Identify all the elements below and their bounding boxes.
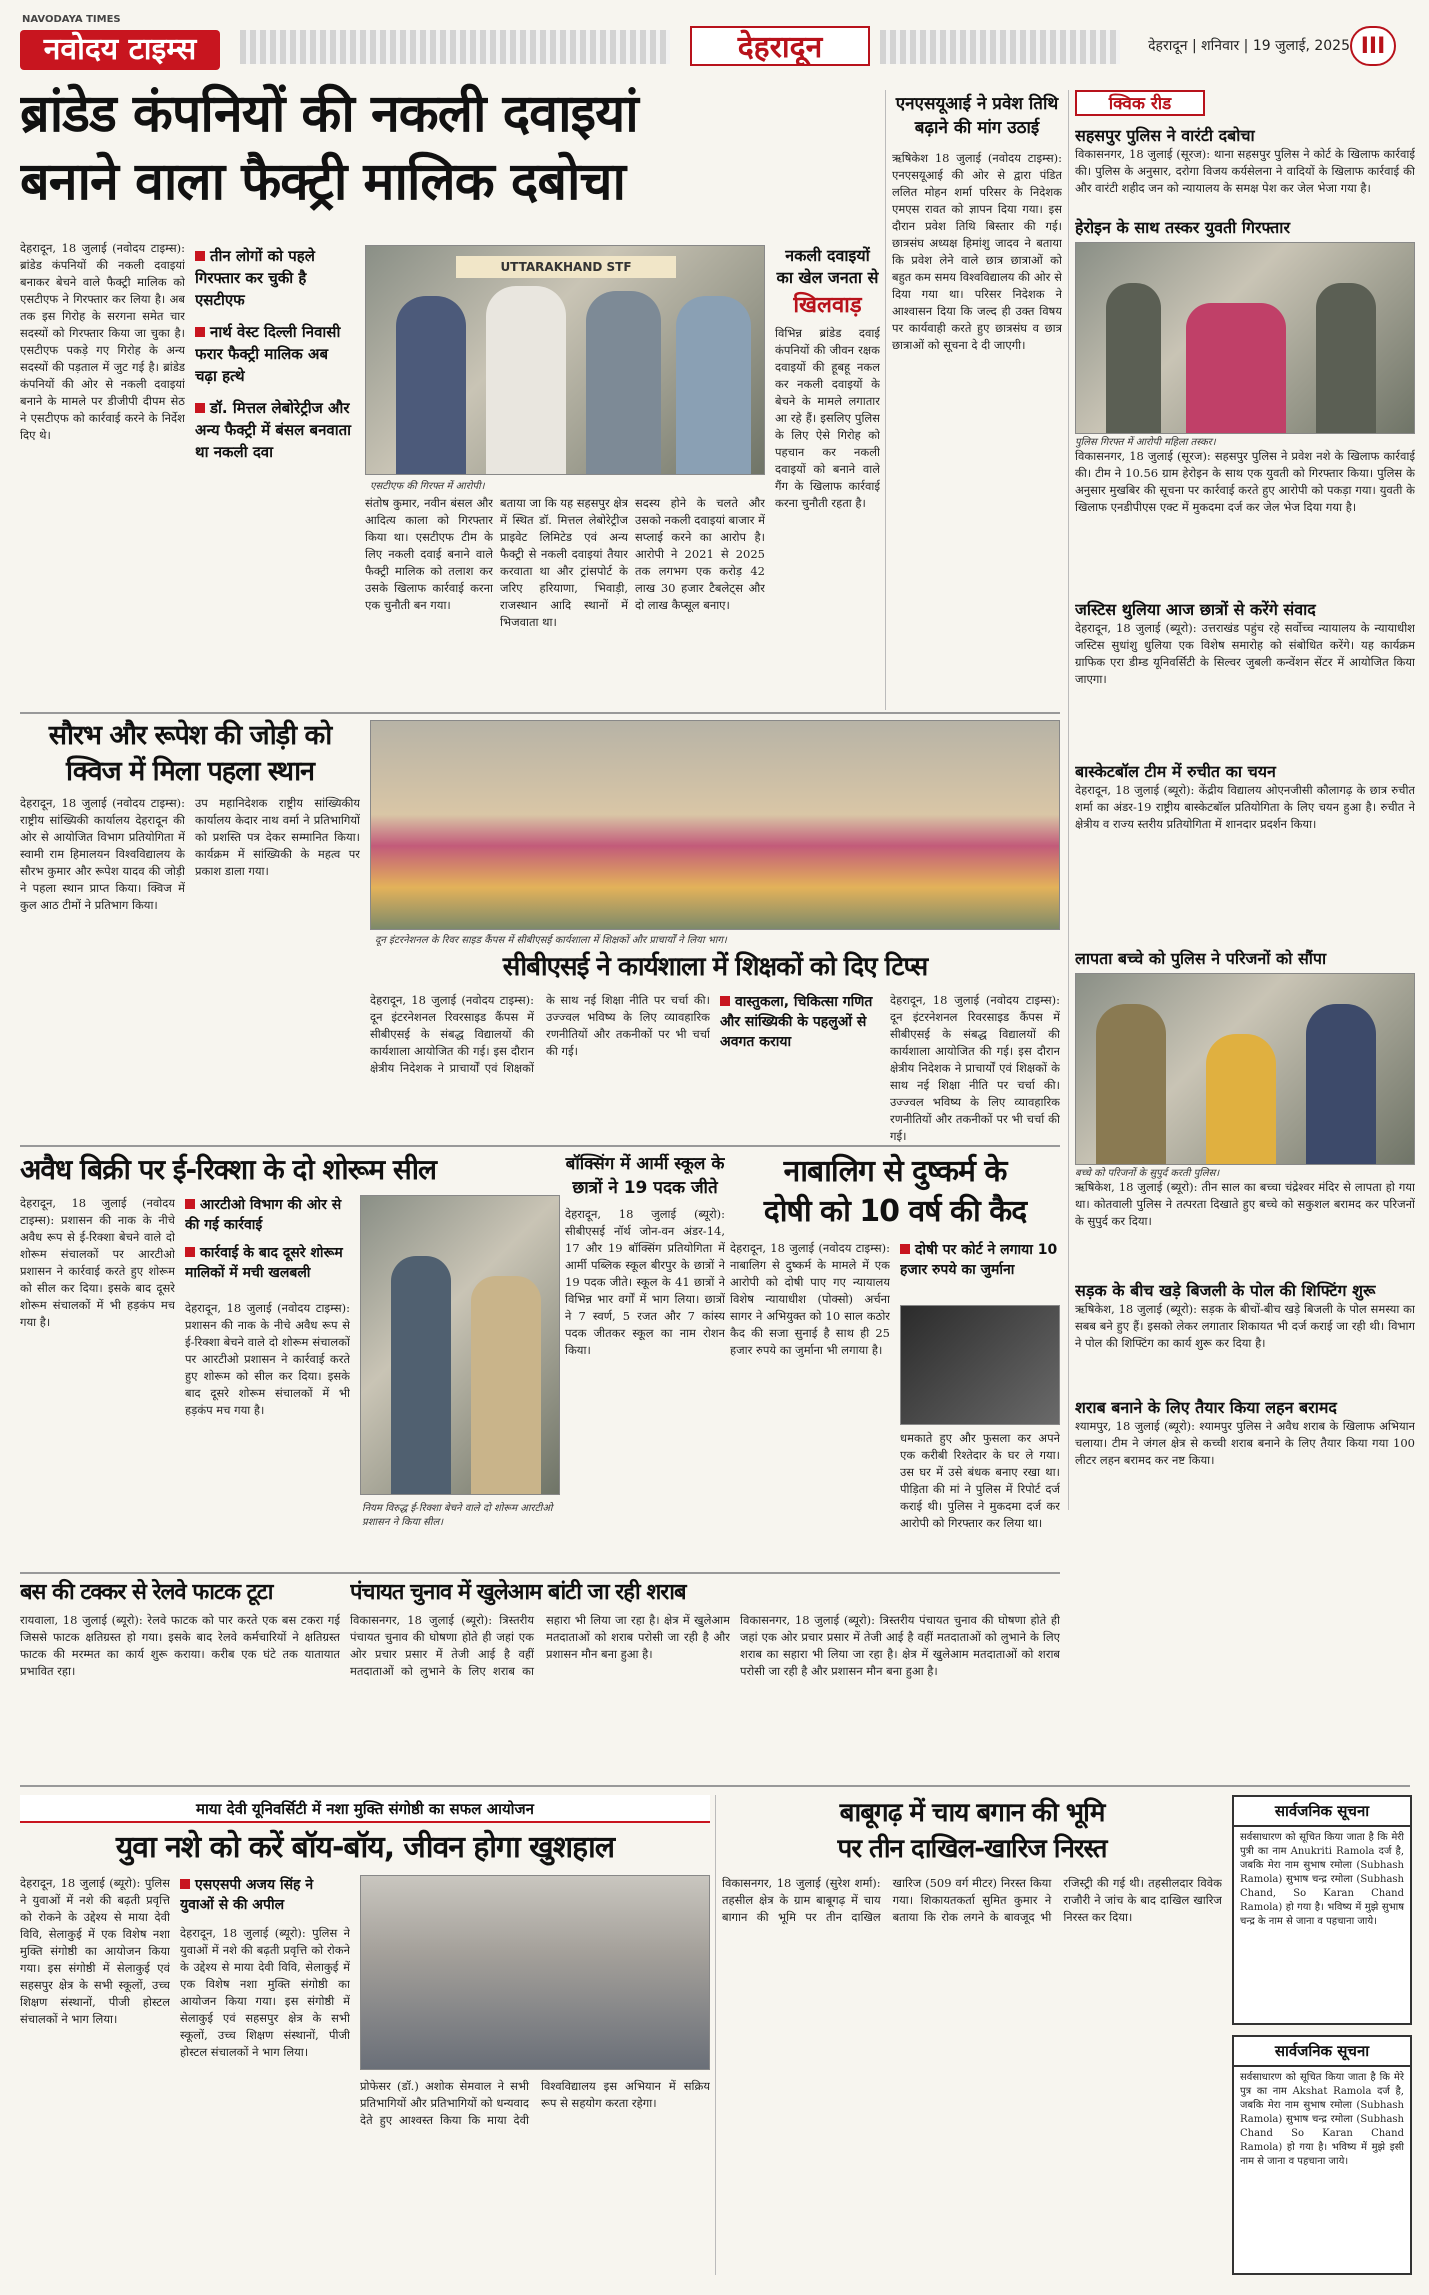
boxing-body: देहरादून, 18 जुलाई (ब्यूरो): सीबीएसई नॉर्थ जोन-वन अंडर-14, 17 और 19 बॉक्सिंग प्रतियोगिता में आर्मी पब्लिक स्कूल बीरपुर के छात्रों ने 19 पदक जीते। स्कूल के 41 छात्रों ने विभिन्न भार वर्गों में भाग लिया। छात्रों ने 7 स्वर्ण, 5 रजत और 7 कांस्य पदक जीतकर स्कूल का नाम रोशन किया। [565, 1207, 725, 1357]
qr-photo-5 [1075, 973, 1415, 1165]
boxing-headline: बॉक्सिंग में आर्मी स्कूल के छात्रों ने 19 पदक जीते [565, 1154, 725, 1198]
qr-photo-2 [1075, 242, 1415, 434]
panchayat-headline: पंचायत चुनाव में खुलेआम बांटी जा रही शराब [350, 1580, 686, 1605]
qr-head-7: शराब बनाने के लिए तैयार किया लहन बरामद [1075, 1398, 1337, 1417]
qr-head-6: सड़क के बीच खड़े बिजली के पोल की शिफ्टिंग शुरू [1075, 1281, 1376, 1300]
person-figure [1206, 1034, 1276, 1164]
page-number: III [1350, 26, 1396, 66]
erick-bullets [185, 1195, 350, 1283]
erick-bullet-1: आरटीओ विभाग की ओर से की गई कार्रवाई [185, 1197, 342, 1233]
person-figure [486, 286, 566, 475]
maya-photo [360, 1875, 710, 2070]
column-divider [1068, 90, 1069, 1510]
lead-photo-caption: एसटीएफ की गिरफ्त में आरोपी। [370, 481, 485, 492]
panchayat-body: विकासनगर, 18 जुलाई (ब्यूरो): त्रिस्तरीय पंचायत चुनाव की घोषणा होते ही जहां एक ओर प्रचार प्रसार में तेजी आई है वहीं मतदाताओं को लुभाने के लिए शराब का सहारा भी लिया जा रहा है। क्षेत्र में खुलेआम मतदाताओं को शराब परोसी जा रही है और प्रशासन मौन बना हुआ है। [350, 1613, 730, 1678]
public-notice-2 [1232, 2035, 1412, 2275]
boxing-story [565, 1152, 725, 1536]
bullet-square-icon [180, 1879, 190, 1889]
person-figure [1186, 303, 1286, 433]
qr-body-2: विकासनगर, 18 जुलाई (सूरज): सहसपुर पुलिस ने प्रवेश नशे के खिलाफ कार्रवाई की। टीम ने 10.56 ग्राम हेरोइन के साथ एक युवती को गिरफ्तार किया। पुलिस के अनुसार मुखबिर की सूचना पर कार्रवाई करते हुए आरोपी को पकड़ा गया। युवती के खिलाफ एनडीपीएस एक्ट में मुकदमा दर्ज कर जेल भेज दिया गया है। [1075, 449, 1415, 514]
handcuff-photo [900, 1305, 1060, 1425]
bus-body: रायवाला, 18 जुलाई (ब्यूरो): रेलवे फाटक को पार करते एक बस टकरा गई जिससे फाटक क्षतिग्रस्त हो गया। इसके बाद रेलवे कर्मचारियों ने क्षतिग्रस्त फाटक की मरम्मत का कार्य शुरू कराया। करीब एक घंटे तक यातायात प्रभावित रहा। [20, 1613, 340, 1678]
person-figure [1316, 283, 1376, 433]
maya-body: देहरादून, 18 जुलाई (ब्यूरो): पुलिस ने युवाओं में नशे की बढ़ती प्रवृत्ति को रोकने के उद्देश्य से माया देवी विवि, सेलाकुई में एक विशेष नशा मुक्ति संगोष्ठी का आयोजन किया गया। इस संगोष्ठी में सेलाकुई एवं सहसपुर क्षेत्र के सभी स्कूलों, उच्च शिक्षण संस्थानों, पीजी होस्टल संचालकों ने भाग लिया। [20, 1876, 170, 2026]
person-figure [1096, 1004, 1166, 1164]
lead-side-box [775, 245, 880, 715]
side-box-head: नकली दवाइयों का खेल जनता से [776, 246, 879, 287]
quiz-headline-line-2: क्विज में मिला पहला स्थान [65, 756, 315, 787]
notice-title-1: सार्वजनिक सूचना [1234, 1797, 1410, 1827]
bullet-square-icon [720, 996, 730, 1006]
lead-headline [20, 80, 880, 216]
erick-bullet-2: कार्रवाई के बाद दूसरे शोरूम मालिकों में मची खलबली [185, 1245, 343, 1281]
qr-head-1: सहसपुर पुलिस ने वारंटी दबोचा [1075, 126, 1255, 145]
workshop-group-photo [370, 720, 1060, 930]
quiz-headline [20, 718, 360, 790]
maya-headline: युवा नशे को करें बॉय-बॉय, जीवन होगा खुशहाल [115, 1830, 615, 1865]
court-headline-line-2: दोषी को 10 वर्ष की कैद [763, 1194, 1027, 1229]
workshop-caption: दून इंटरनेशनल के रिवर साइड कैंपस में सीबीएसई कार्यशाला में शिक्षकों और प्राचार्यों ने लिया भाग। [375, 935, 727, 946]
qr-head-4: बास्केटबॉल टीम में रुचीत का चयन [1075, 762, 1276, 781]
edition-label: देहरादून [690, 26, 870, 66]
section-divider [20, 1785, 1410, 1787]
bullet-square-icon [195, 327, 205, 337]
lead-body-col2: संतोष कुमार, नवीन बंसल और आदित्य काला को गिरफ्तार किया था। एसटीएफ टीम के लिए नकली दवाई बनाने वाले फैक्ट्री मालिक को तलाश कर उसके खिलाफ कार्रवाई करना एक चुनौती बन गया। [365, 496, 493, 612]
court-body-2: धमकाते हुए और फुसला कर अपने एक करीबी रिश्तेदार के घर ले गया। उस घर में उसे बंधक बनाए रखा था। पीड़िता की मां ने पुलिस में रिपोर्ट दर्ज कराई थी। पुलिस ने मुकदमा दर्ज कर आरोपी को गिरफ्तार कर लिया था। [900, 1431, 1060, 1530]
court-headline [730, 1152, 1060, 1232]
person-figure [471, 1276, 541, 1495]
qr-caption-2: पुलिस गिरफ्त में आरोपी महिला तस्कर। [1075, 437, 1216, 448]
person-figure [676, 296, 751, 475]
erick-photo [360, 1195, 560, 1495]
quick-read-column [1075, 124, 1415, 1498]
erick-body: देहरादून, 18 जुलाई (नवोदय टाइम्स): प्रशासन की नाक के नीचे अवैध रूप से ई-रिक्शा बेचने वाले दो शोरूम संचालकों पर आरटीओ प्रशासन ने कार्रवाई करते हुए शोरूम को सील कर दिया। इसके बाद दूसरे शोरूम संचालकों में भी हड़कंप मच गया है। [20, 1196, 175, 1329]
qr-body-5: ऋषिकेश, 18 जुलाई (ब्यूरो): तीन साल का बच्चा चंद्रेश्वर मंदिर से लापता हो गया था। कोतवाली पुलिस ने तत्परता दिखाते हुए बच्चे को सकुशल बरामद कर परिजनों के सुपुर्द कर दिया। [1075, 1180, 1415, 1228]
person-figure [586, 291, 661, 475]
bullet-square-icon [185, 1199, 195, 1209]
workshop-headline: सीबीएसई ने कार्यशाला में शिक्षकों को दिए टिप्स [502, 952, 928, 982]
tea-headline-line-2: पर तीन दाखिल-खारिज निरस्त [837, 1834, 1107, 1864]
panchayat-body-2: विकासनगर, 18 जुलाई (ब्यूरो): त्रिस्तरीय पंचायत चुनाव की घोषणा होते ही जहां एक ओर प्रचार प्रसार में तेजी आई है वहीं मतदाताओं को लुभाने के लिए शराब का सहारा भी लिया जा रहा है। क्षेत्र में खुलेआम मतदाताओं को शराब परोसी जा रही है और प्रशासन मौन बना हुआ है। [740, 1613, 1060, 1678]
bullet-square-icon [195, 251, 205, 261]
lead-bullets [195, 245, 355, 495]
court-body: देहरादून, 18 जुलाई (नवोदय टाइम्स): नाबालिग से दुष्कर्म के मामले में एक आरोपी को दोषी पाए गए न्यायालय विशेष न्यायाधीश (पोक्सो) अर्चना सागर ने अभियुक्त को 10 साल कठोर कैद की सजा सुनाई है साथ ही 25 हजार रुपये का जुर्माना भी लगाया है। [730, 1241, 890, 1357]
bullet-square-icon [900, 1244, 910, 1254]
notice-body-1: सर्वसाधारण को सूचित किया जाता है कि मेरी पुत्री का नाम Anukriti Ramola दर्ज है, जबकि मेरा नाम सुभाष रमोला (Subhash Ramola) सुभाष चन्द्र रमोला (Subhash Chand, So Karan Chand Ramola) हो गया है। भविष्य में मुझे सुभाष चन्द्र के नाम से जाना व पहचाना जाये। [1240, 1832, 1404, 1927]
person-figure [1306, 1004, 1376, 1164]
masthead-stripes [240, 30, 670, 64]
quiz-body-col2: उप महानिदेशक राष्ट्रीय सांख्यिकीय कार्यालय केदार नाथ वर्मा ने प्रतिभागियों को प्रशस्ति पत्र देकर सम्मानित किया। कार्यक्रम में सांख्यिकी के महत्व पर प्रकाश डाला गया। [195, 796, 360, 878]
qr-caption-5: बच्चे को परिजनों के सुपुर्द करती पुलिस। [1075, 1168, 1220, 1179]
tea-headline [722, 1795, 1222, 1867]
tea-body: विकासनगर, 18 जुलाई (सुरेश शर्मा): तहसील क्षेत्र के ग्राम बाबूगढ़ में चाय बागान की भूमि पर तीन दाखिल खारिज (509 वर्ग मीटर) निरस्त किया गया। शिकायतकर्ता सुमित कुमार ने बताया कि रोक लगने के बावजूद भी रजिस्ट्री की गई थी। तहसीलदार विवेक राजौरी ने जांच के बाद दाखिल खारिज निरस्त कर दिया। [722, 1876, 1222, 1924]
qr-body-3: देहरादून, 18 जुलाई (ब्यूरो): उत्तराखंड पहुंच रहे सर्वोच्च न्यायालय के न्यायाधीश जस्टिस सुधांशु धुलिया एक विशेष समारोह को संबोधित करेंगे। यह कार्यक्रम ग्राफिक एरा डीम्ड यूनिवर्सिटी के सिल्वर जुबली कन्वेंशन सेंटर में आयोजित किया जाएगा। [1075, 621, 1415, 686]
nsui-body: ऋषिकेश 18 जुलाई (नवोदय टाइम्स): एनएसयूआई की ओर से द्वारा पंडित ललित मोहन शर्मा परिसर के निदेशक एमएस रावत को ज्ञापन दिया गया। इस दौरान प्रवेश तिथि बिस्तार की गई। छात्रसंघ अध्यक्ष हिमांशु जादव ने बताया कि प्रवेश लेने वाले छात्र छात्राओं को बहुत कम समय विश्वविद्यालय की ओर से दिया गया था। परिसर निदेशक ने आश्वासन दिया कि जल्द ही उक्त विषय पर कार्यवाही करते हुए छात्रसंघ व छात्र छात्राओं को सूचना दे दी जाएगी। [892, 151, 1062, 352]
column-divider [885, 90, 886, 710]
person-figure [1106, 283, 1161, 433]
qr-head-2: हेरोइन के साथ तस्कर युवती गिरफ्तार [1075, 218, 1290, 237]
maya-body-2: देहरादून, 18 जुलाई (ब्यूरो): पुलिस ने युवाओं में नशे की बढ़ती प्रवृत्ति को रोकने के उद्देश्य से माया देवी विवि, सेलाकुई में एक विशेष नशा मुक्ति संगोष्ठी का आयोजन किया गया। इस संगोष्ठी में सेलाकुई एवं सहसपुर क्षेत्र के सभी स्कूलों, उच्च शिक्षण संस्थानों, पीजी होस्टल संचालकों ने भाग लिया। [180, 1926, 350, 2059]
erick-caption: नियम विरुद्ध ई-रिक्शा बेचने वाले दो शोरूम आरटीओ प्रशासन ने किया सील। [362, 1503, 553, 1528]
person-figure [391, 1256, 451, 1495]
masthead-logo: नवोदय टाइम्स [20, 30, 220, 70]
maya-band: माया देवी यूनिवर्सिटी में नशा मुक्ति संगोष्ठी का सफल आयोजन [20, 1795, 710, 1823]
court-bullet: दोषी पर कोर्ट ने लगाया 10 हजार रुपये का जुर्माना [900, 1242, 1058, 1278]
public-notice-1 [1232, 1795, 1412, 2025]
notice-title-2: सार्वजनिक सूचना [1234, 2037, 1410, 2067]
section-divider [20, 1572, 1060, 1574]
lead-photo-sign: UTTARAKHAND STF [456, 256, 676, 278]
section-divider [20, 712, 1060, 714]
column-divider [715, 1795, 716, 2275]
lead-photo [365, 245, 765, 475]
qr-body-4: देहरादून, 18 जुलाई (ब्यूरो): केंद्रीय विद्यालय ओएनजीसी कौलागढ़ के छात्र रुचीत शर्मा का अंडर-19 राष्ट्रीय बास्केटबॉल प्रतियोगिता के लिए चयन हुआ है। रुचीत ने क्षेत्रीय व राज्य स्तरीय प्रतियोगिता में शानदार प्रदर्शन किया। [1075, 783, 1415, 831]
lead-bullet-2: नार्थ वेस्ट दिल्ली निवासी फरार फैक्ट्री मालिक अब चढ़ा हत्थे [195, 323, 341, 385]
bullet-square-icon [185, 1247, 195, 1257]
tea-headline-line-1: बाबूगढ़ में चाय बगान की भूमि [839, 1798, 1105, 1828]
side-box-head-red: खिलवाड़ [793, 293, 862, 318]
qr-body-7: श्यामपुर, 18 जुलाई (ब्यूरो): श्यामपुर पुलिस ने अवैध शराब के खिलाफ अभियान चलाया। टीम ने जंगल क्षेत्र से कच्ची शराब बनाने के लिए तैयार किया गया 100 लीटर लहन बरामद कर नष्ट किया। [1075, 1419, 1415, 1467]
lead-body-col4: सदस्य होने के चलते और उसको नकली दवाइयां बाजार में सप्लाई करने का आरोप है। आरोपी ने 2021 से 2025 तक लगभग एक करोड़ 42 लाख 30 हजार टैबलेट्स और दो लाख कैप्सूल बनाए। [635, 496, 765, 612]
erick-headline: अवैध बिक्री पर ई-रिक्शा के दो शोरूम सील [20, 1153, 437, 1186]
bullet-square-icon [195, 403, 205, 413]
lead-bullet-3: डॉ. मित्तल लेबोरेट्रीज और अन्य फैक्ट्री में बंसल बनवाता था नकली दवा [195, 399, 352, 461]
lead-headline-line-1: ब्रांडेड कंपनियों की नकली दवाइयां [20, 84, 638, 144]
notice-body-2: सर्वसाधारण को सूचित किया जाता है कि मेरे पुत्र का नाम Akshat Ramola दर्ज है, जबकि मेरा नाम सुभाष रमोला (Subhash Ramola) सुभाष चन्द्र रमोला (Subhash Chand So Karan Chand Ramola) हो गया है। भविष्य में मुझे इसी नाम से जाना व पहचाना जाये। [1240, 2072, 1404, 2167]
maya-bullet: एसएसपी अजय सिंह ने युवाओं से की अपील [180, 1877, 314, 1913]
quiz-headline-line-1: सौरभ और रूपेश की जोड़ी को [48, 720, 332, 751]
workshop-bullet: वास्तुकला, चिकित्सा गणित और सांख्यिकी के पहलुओं से अवगत कराया [720, 994, 873, 1050]
masthead-stripes-right [880, 30, 1120, 64]
dateline: देहरादून | शनिवार | 19 जुलाई, 2025 [1148, 38, 1350, 54]
masthead-sub: NAVODAYA TIMES [22, 14, 121, 25]
quiz-body-col1: देहरादून, 18 जुलाई (नवोदय टाइम्स): राष्ट्रीय सांख्यिकी कार्यालय देहरादून की ओर से आयोजित विभाग प्रतियोगिता में स्वामी राम हिमालयन विश्वविद्यालय के सौरभ कुमार और रूपेश यादव की जोड़ी ने पहला स्थान प्राप्त किया। क्विज में कुल आठ टीमों ने प्रतिभाग किया। [20, 796, 185, 912]
person-figure [396, 296, 466, 475]
lead-body-col3: बताया जा कि यह सहसपुर क्षेत्र में स्थित डॉ. मित्तल लेबोरेट्रीज प्राइवेट लिमिटेड एवं अन्य फैक्ट्री से नकली दवाइयां तैयार करवाता था और ट्रांसपोर्ट के जरिए हरियाणा, भिवाड़ी, राजस्थान आदि स्थानों में भिजवाता था। [500, 496, 628, 629]
qr-head-3: जस्टिस थुलिया आज छात्रों से करेंगे संवाद [1075, 600, 1316, 619]
bus-headline: बस की टक्कर से रेलवे फाटक टूटा [20, 1580, 273, 1605]
side-box-body: विभिन्न ब्रांडेड दवाई कंपनियों की जीवन रक्षक दवाइयों की हूबहू नकल कर नकली दवाइयों के बेचने के मामले लगातार आ रहे हैं। इसलिए पुलिस के लिए ऐसे गिरोह को पहचान कर नकली दवाइयों को बनाने वाले गैंग के खिलाफ कार्रवाई करना चुनौती रहता है। [775, 326, 880, 510]
nsui-story [892, 92, 1062, 710]
lead-body-col1: देहरादून, 18 जुलाई (नवोदय टाइम्स): ब्रांडेड कंपनियों की नकली दवाइयां बनाकर बेचने वाले फैक्ट्री मालिक को एसटीएफ ने गिरफ्तार कर लिया है। अब तक इस गिरोह के सरगना समेत चार सदस्यों को गिरफ्तार किया जा चुका है। एसटीएफ पकड़े गए गिरोह के अन्य सदस्यों की पड़ताल में जुट गई है। ब्रांडेड कंपनियों की ओर से नकली दवाइयां बनाने के मामले पर डीजीपी दीपम सेठ ने एसटीएफ को कार्रवाई करने के निर्देश दिए थे। [20, 241, 185, 442]
section-divider [20, 1145, 1060, 1147]
qr-body-1: विकासनगर, 18 जुलाई (सूरज): थाना सहसपुर पुलिस ने कोर्ट के खिलाफ कार्रवाई की। पुलिस के अनुसार, दरोगा विजय कर्यसेलना ने वादियों के खिलाफ कार्रवाई की और वारंटी शहीद जन को न्यायालय के समक्ष पेश कर जेल भेजा गया है। [1075, 147, 1415, 195]
lead-headline-line-2: बनाने वाला फैक्ट्री मालिक दबोचा [20, 152, 625, 212]
workshop-body: देहरादून, 18 जुलाई (नवोदय टाइम्स): दून इंटरनेशनल रिवरसाइड कैंपस में सीबीएसई के संबद्ध विद्यालयों की कार्यशाला आयोजित की गई। इस दौरान क्षेत्रीय निदेशक ने प्राचार्यों एवं शिक्षकों के साथ नई शिक्षा नीति पर चर्चा की। उज्ज्वल भविष्य के लिए व्यावहारिक रणनीतियों और तकनीकों पर भी चर्चा की गई। [370, 993, 710, 1075]
nsui-headline: एनएसयूआई ने प्रवेश तिथि बढ़ाने की मांग उठाई [895, 94, 1059, 138]
quick-read-label: क्विक रीड [1075, 90, 1205, 116]
qr-body-6: ऋषिकेश, 18 जुलाई (ब्यूरो): सड़क के बीचों-बीच खड़े बिजली के पोल समस्या का सबब बने हुए हैं। इसको लेकर लगातार शिकायत भी दर्ज कराई जा रही थी। विभाग ने पोल की शिफ्टिंग का कार्य शुरू कर दिया है। [1075, 1302, 1415, 1350]
maya-body-3: प्रोफेसर (डॉ.) अशोक सेमवाल ने सभी प्रतिभागियों और प्रतिभागियों को धन्यवाद देते हुए आश्वस्त किया कि माया देवी विश्वविद्यालय इस अभियान में सक्रिय रूप से सहयोग करता रहेगा। [360, 2079, 710, 2127]
erick-body-2: देहरादून, 18 जुलाई (नवोदय टाइम्स): प्रशासन की नाक के नीचे अवैध रूप से ई-रिक्शा बेचने वाले दो शोरूम संचालकों पर आरटीओ प्रशासन ने कार्रवाई करते हुए शोरूम को सील कर दिया। इसके बाद दूसरे शोरूम संचालकों में भी हड़कंप मच गया है। [185, 1301, 350, 1417]
workshop-body-2: देहरादून, 18 जुलाई (नवोदय टाइम्स): दून इंटरनेशनल रिवरसाइड कैंपस में सीबीएसई के संबद्ध विद्यालयों की कार्यशाला आयोजित की गई। इस दौरान क्षेत्रीय निदेशक ने प्राचार्यों एवं शिक्षकों के साथ नई शिक्षा नीति पर चर्चा की। उज्ज्वल भविष्य के लिए व्यावहारिक रणनीतियों और तकनीकों पर भी चर्चा की गई। [890, 993, 1060, 1142]
lead-bullet-1: तीन लोगों को पहले गिरफ्तार कर चुकी है एसटीएफ [195, 247, 315, 309]
qr-head-5: लापता बच्चे को पुलिस ने परिजनों को सौंपा [1075, 949, 1327, 968]
court-headline-line-1: नाबालिग से दुष्कर्म के [783, 1154, 1007, 1189]
